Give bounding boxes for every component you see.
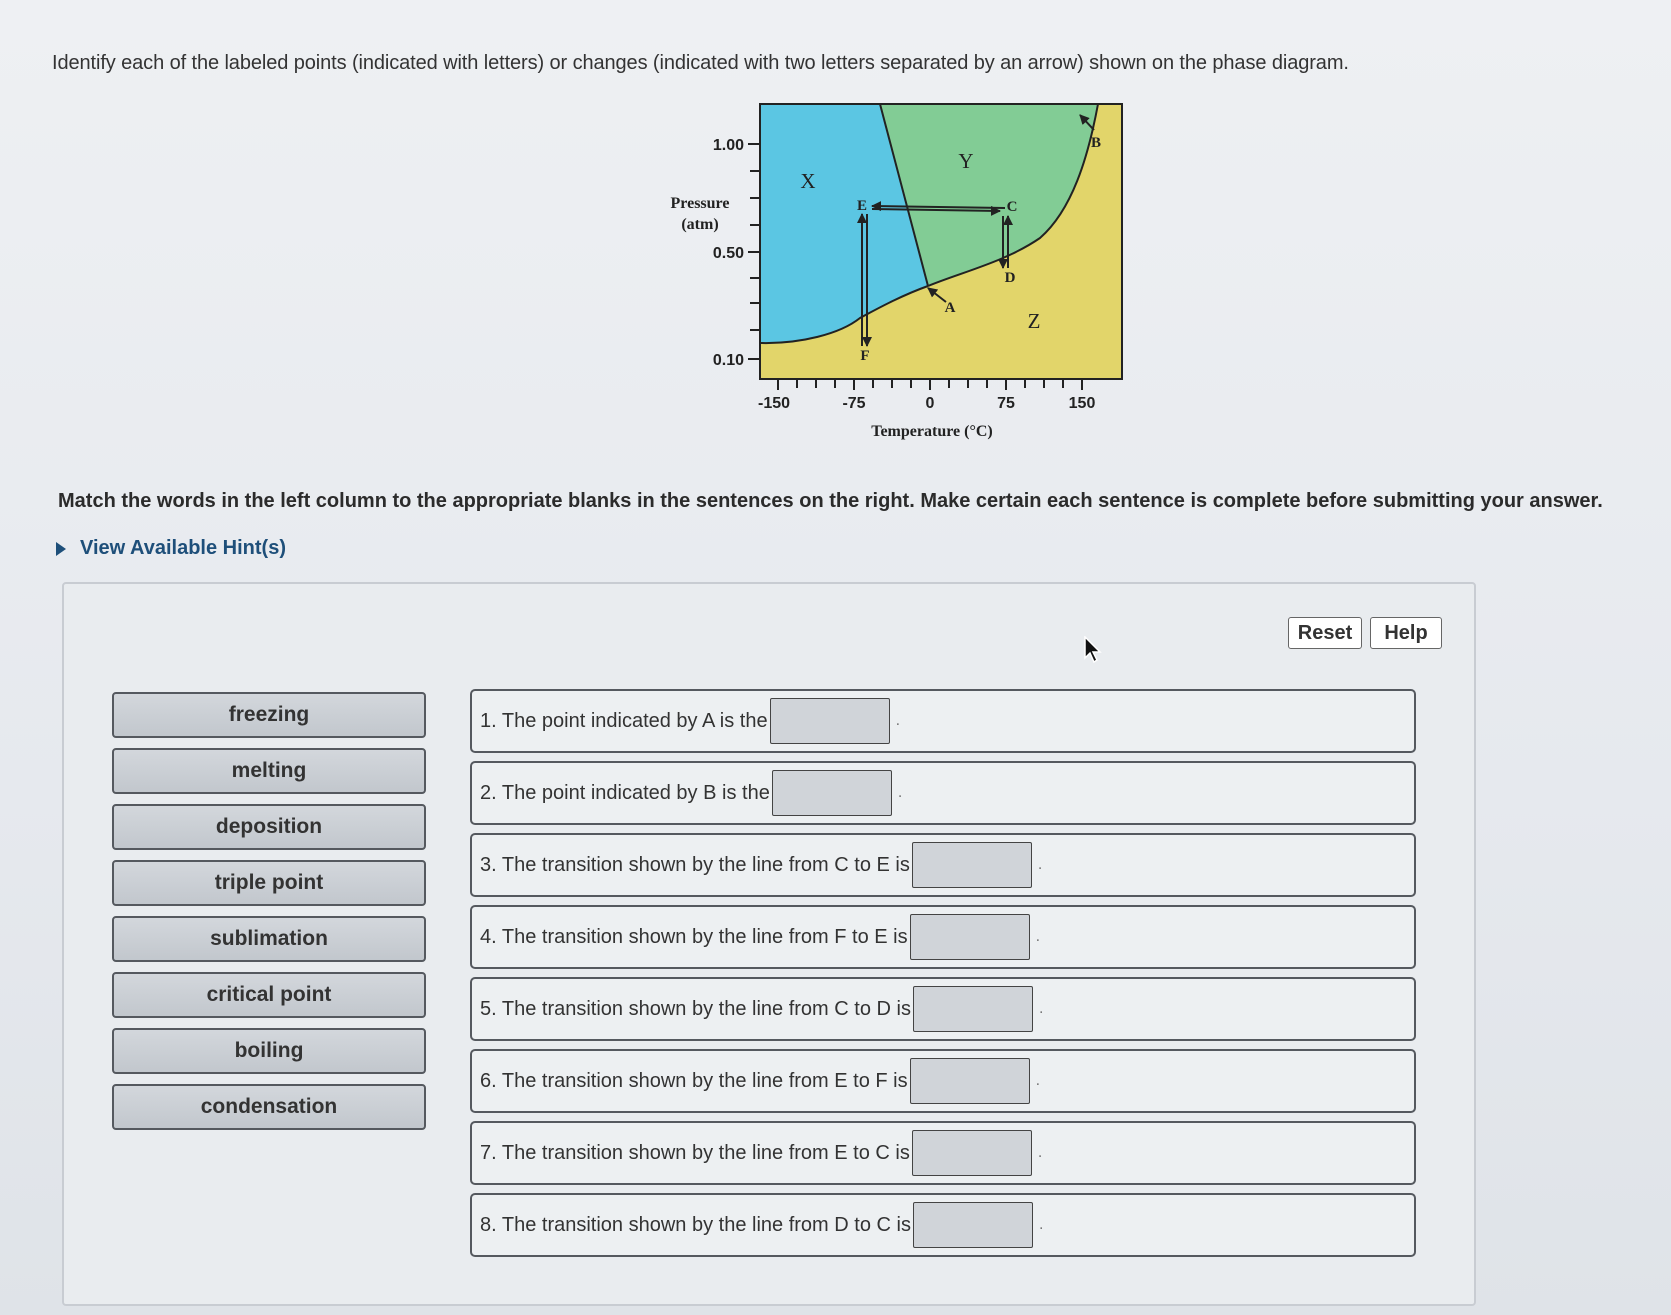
hint-label: View Available Hint(s)	[80, 537, 286, 559]
sentence-text: 4. The transition shown by the line from F to E is	[480, 925, 908, 948]
answer-blank-7[interactable]	[912, 1130, 1032, 1176]
sentence-text: 8. The transition shown by the line from D to C is	[480, 1213, 911, 1236]
word-tile-triple-point[interactable]: triple point	[112, 860, 426, 906]
answer-blank-1[interactable]	[770, 698, 890, 744]
sentence-1	[470, 689, 1416, 753]
expand-triangle-icon	[56, 542, 66, 556]
help-button[interactable]: Help	[1370, 617, 1442, 649]
sentence-period: .	[1035, 928, 1041, 945]
point-label-e: E	[856, 198, 868, 214]
answer-blank-5[interactable]	[913, 986, 1033, 1032]
sentence-4	[470, 905, 1416, 969]
point-label-a: A	[944, 300, 956, 316]
x-tick-75: 75	[997, 395, 1015, 412]
sentence-7	[470, 1121, 1416, 1185]
point-label-c: C	[1006, 199, 1018, 215]
sentence-period: .	[897, 784, 903, 801]
sentence-text: 7. The transition shown by the line from E to C is	[480, 1141, 910, 1164]
answer-blank-8[interactable]	[913, 1202, 1033, 1248]
point-label-d: D	[1004, 270, 1016, 286]
x-tick-0: 0	[925, 395, 935, 412]
x-axis-label: Temperature (°C)	[871, 423, 993, 440]
answer-blank-3[interactable]	[912, 842, 1032, 888]
phase-diagram	[660, 98, 1180, 478]
answer-blank-6[interactable]	[910, 1058, 1030, 1104]
sentence-period: .	[895, 712, 901, 729]
word-tile-freezing[interactable]: freezing	[112, 692, 426, 738]
x-tick-150: 150	[1068, 395, 1096, 412]
sentence-period: .	[1037, 856, 1043, 873]
sentence-period: .	[1038, 1216, 1044, 1233]
region-label-x: X	[800, 169, 816, 193]
word-tile-sublimation[interactable]: sublimation	[112, 916, 426, 962]
word-tile-deposition[interactable]: deposition	[112, 804, 426, 850]
sentence-text: 3. The transition shown by the line from C to E is	[480, 853, 910, 876]
mouse-pointer-icon	[1084, 636, 1102, 664]
answer-blank-4[interactable]	[910, 914, 1030, 960]
y-tick-010: 0.10	[712, 352, 744, 369]
word-tile-boiling[interactable]: boiling	[112, 1028, 426, 1074]
region-label-z: Z	[1027, 309, 1041, 333]
x-tick-neg75: -75	[842, 395, 866, 412]
sentence-6	[470, 1049, 1416, 1113]
word-tile-melting[interactable]: melting	[112, 748, 426, 794]
sentence-3	[470, 833, 1416, 897]
word-tile-condensation[interactable]: condensation	[112, 1084, 426, 1130]
y-tick-050: 0.50	[712, 245, 744, 262]
point-label-b: B	[1090, 135, 1102, 151]
x-tick-neg150: -150	[757, 395, 791, 412]
word-tile-critical-point[interactable]: critical point	[112, 972, 426, 1018]
answer-blank-2[interactable]	[772, 770, 892, 816]
y-axis-label: Pressure	[670, 195, 730, 212]
sentence-8	[470, 1193, 1416, 1257]
sentence-period: .	[1037, 1144, 1043, 1161]
reset-button[interactable]: Reset	[1288, 617, 1362, 649]
y-axis-unit: (atm)	[681, 216, 719, 233]
sentence-text: 2. The point indicated by B is the	[480, 781, 770, 804]
sentence-period: .	[1038, 1000, 1044, 1017]
sentence-5	[470, 977, 1416, 1041]
sentence-text: 6. The transition shown by the line from E to F is	[480, 1069, 908, 1092]
view-hints-link[interactable]	[56, 537, 286, 560]
point-label-f: F	[860, 348, 870, 364]
region-label-y: Y	[958, 149, 974, 173]
sentence-text: 5. The transition shown by the line from C to D is	[480, 997, 911, 1020]
y-tick-1: 1.00	[712, 137, 744, 154]
question-intro: Identify each of the labeled points (indicated with letters) or changes (indicated with two letters separated by an arrow) shown on the phase diagram.	[52, 52, 1349, 74]
sentence-text: 1. The point indicated by A is the	[480, 709, 768, 732]
matching-instructions: Match the words in the left column to the appropriate blanks in the sentences on the right. Make certain each sentence is complete before submitting your answer.	[58, 490, 1603, 512]
sentence-2	[470, 761, 1416, 825]
sentence-period: .	[1035, 1072, 1041, 1089]
